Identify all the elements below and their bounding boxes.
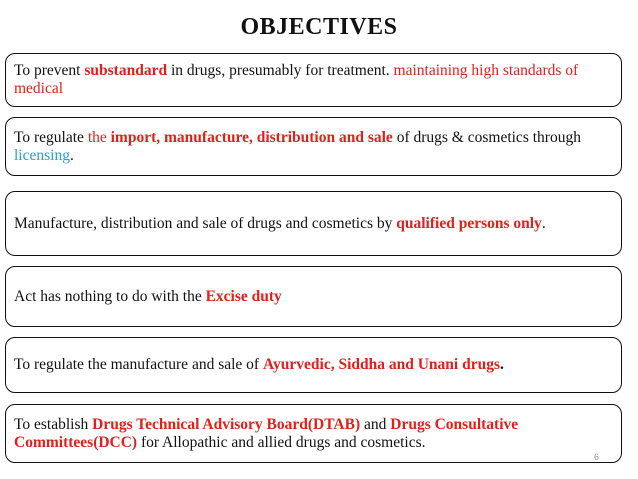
text-segment: in drugs, presumably for treatment. bbox=[167, 62, 394, 79]
text-segment: and bbox=[360, 415, 391, 433]
objective-box-ayurvedic bbox=[5, 337, 622, 393]
objective-text bbox=[14, 288, 282, 306]
objective-box-qualified-persons bbox=[5, 191, 622, 256]
objective-box-substandard bbox=[5, 53, 622, 107]
highlight-licensing: licensing bbox=[14, 146, 70, 164]
highlight-qualified-persons: qualified persons only bbox=[396, 214, 542, 232]
highlight-excise-duty: Excise duty bbox=[205, 287, 282, 305]
objective-box-regulate-import bbox=[5, 117, 622, 176]
highlight-dtab: Drugs Technical Advisory Board(DTAB) bbox=[92, 415, 361, 433]
highlight-the: the bbox=[87, 128, 111, 146]
objective-text bbox=[14, 62, 613, 98]
highlight-ayurvedic-drugs: Ayurvedic, Siddha and Unani drugs bbox=[262, 356, 500, 373]
text-segment: To regulate the manufacture and sale of bbox=[14, 356, 263, 373]
text-segment: . bbox=[541, 214, 546, 232]
highlight-import-manufacture: import, manufacture, distribution and sale bbox=[110, 128, 393, 146]
text-segment: for Allopathic and allied drugs and cosmetics. bbox=[137, 433, 426, 451]
highlight-standards: maintaining high standards of medical bbox=[14, 62, 579, 97]
objective-text bbox=[14, 416, 613, 452]
text-segment: of drugs & cosmetics through bbox=[392, 128, 581, 146]
text-segment: To establish bbox=[14, 415, 93, 433]
text-segment: To regulate bbox=[14, 128, 88, 146]
text-segment: . bbox=[69, 146, 74, 164]
text-segment: Act has nothing to do with the bbox=[14, 287, 206, 305]
page-number: 6 bbox=[594, 452, 600, 462]
slide-title: OBJECTIVES bbox=[240, 14, 398, 40]
objective-text bbox=[14, 129, 613, 165]
objective-text bbox=[14, 215, 546, 233]
text-segment: . bbox=[500, 356, 504, 373]
highlight-substandard: substandard bbox=[84, 62, 168, 79]
objective-box-dtab-dcc bbox=[5, 404, 622, 463]
objective-text bbox=[14, 356, 504, 374]
highlight-dcc: Drugs Consultative Committees(DCC) bbox=[14, 415, 519, 451]
text-segment: Manufacture, distribution and sale of drugs and cosmetics by bbox=[14, 214, 397, 232]
text-segment: To prevent bbox=[14, 62, 85, 79]
objective-box-excise-duty bbox=[5, 266, 622, 327]
